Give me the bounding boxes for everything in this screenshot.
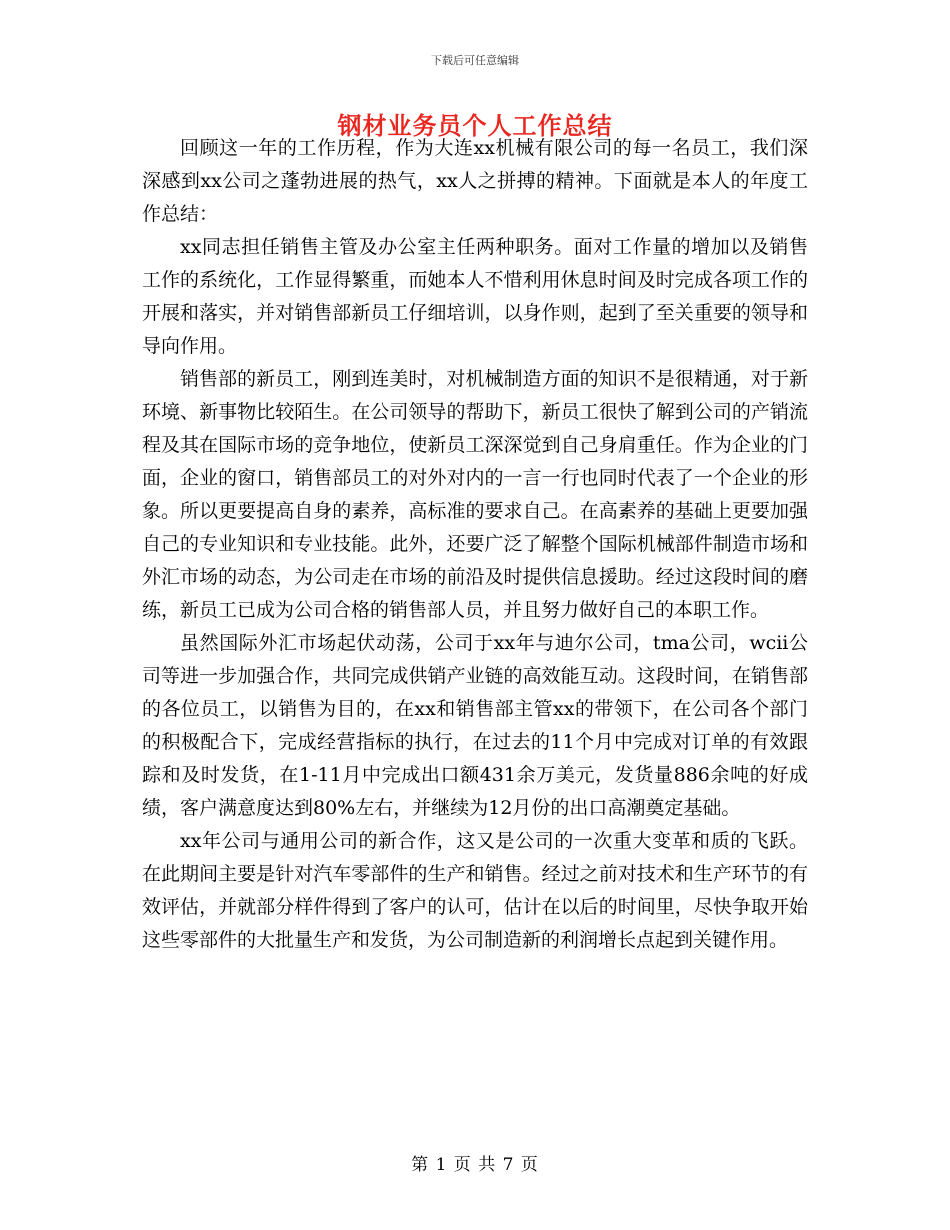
- page-number: 第 1 页 共 7 页: [411, 1155, 539, 1175]
- paragraph-1: 回顾这一年的工作历程，作为大连xx机械有限公司的每一名员工，我们深深感到xx公司之蓬勃进展的热气，xx人之拼搏的精神。下面就是本人的年度工作总结：: [142, 137, 808, 225]
- paragraph-5: xx年公司与通用公司的新合作，这又是公司的一次重大变革和质的飞跃。在此期间主要是针对汽车零部件的生产和销售。经过之前对技术和生产环节的有效评估，并就部分样件得到了客户的认可，估计在以后的时间里，尽快争取开始这些零部件的大批量生产和发货，为公司制造新的利润增长点起到关键作用。: [142, 830, 808, 951]
- paragraph-2: xx同志担任销售主管及办公室主任两种职务。面对工作量的增加以及销售工作的系统化，工作显得繁重，而她本人不惜利用休息时间及时完成各项工作的开展和落实，并对销售部新员工仔细培训，以身作则，起到了至关重要的领导和导向作用。: [142, 236, 808, 357]
- document-body: [142, 132, 808, 957]
- paragraph-3: 销售部的新员工，刚到连美时，对机械制造方面的知识不是很精通，对于新环境、新事物比较陌生。在公司领导的帮助下，新员工很快了解到公司的产销流程及其在国际市场的竞争地位，使新员工深深觉到自己身肩重任。作为企业的门面，企业的窗口，销售部员工的对外对内的一言一行也同时代表了一个企业的形象。所以更要提高自身的素养，高标准的要求自己。在高素养的基础上更要加强自己的专业知识和专业技能。此外，还要广泛了解整个国际机械部件制造市场和外汇市场的动态，为公司走在市场的前沿及时提供信息援助。经过这段时间的磨练，新员工已成为公司合格的销售部人员，并且努力做好自己的本职工作。: [142, 368, 808, 621]
- document-title: 钢材业务员个人工作总结: [337, 112, 613, 140]
- paragraph-4: 虽然国际外汇市场起伏动荡，公司于xx年与迪尔公司，tma公司，wcii公司等进一步加强合作，共同完成供销产业链的高效能互动。这段时间，在销售部的各位员工，以销售为目的，在xx和销售部主管xx的带领下，在公司各个部门的积极配合下，完成经营指标的执行，在过去的11个月中完成对订单的有效跟踪和及时发货，在1-11月中完成出口额431余万美元，发货量886余吨的好成绩，客户满意度达到80%左右，并继续为12月份的出口高潮奠定基础。: [142, 632, 808, 819]
- page-header: 下载后可任意编辑: [431, 54, 519, 67]
